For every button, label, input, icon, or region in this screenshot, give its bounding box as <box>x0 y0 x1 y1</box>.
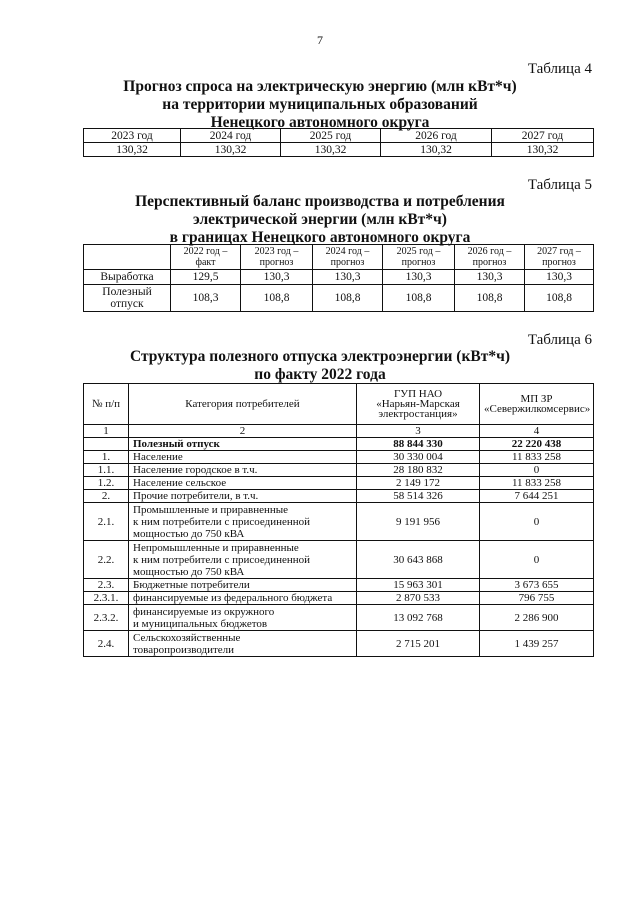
table4-title-line: Ненецкого автономного округа <box>210 114 430 131</box>
table6-row-col4: 2 286 900 <box>480 605 594 631</box>
table5-row-label: Выработка <box>84 270 171 285</box>
table4-title-line: Прогноз спроса на электрическую энергию (млн кВт*ч) <box>123 78 517 95</box>
table6-row-col3: 30 330 004 <box>357 451 480 464</box>
table6-row-num <box>84 438 129 451</box>
table6-row-category: Непромышленные и приравненные к ним потребители с присоединенной мощностью до 750 кВА <box>129 541 357 579</box>
table4 <box>83 128 594 157</box>
table6-row-category: Бюджетные потребители <box>129 579 357 592</box>
table6-row-category: Прочие потребители, в т.ч. <box>129 490 357 503</box>
table6-row-num: 2.2. <box>84 541 129 579</box>
table5-header: 2024 год – прогноз <box>313 245 383 270</box>
table6-header-num: № п/п <box>84 384 129 425</box>
table6-row-category: финансируемые из федерального бюджета <box>129 592 357 605</box>
table6-row-num: 2.3.2. <box>84 605 129 631</box>
table6-row-num: 1.2. <box>84 477 129 490</box>
page-number: 7 <box>317 33 323 47</box>
table5-cell: 108,8 <box>525 285 594 312</box>
table5-cell: 130,3 <box>241 270 313 285</box>
table6-row <box>84 490 594 503</box>
table6-col-number: 2 <box>129 425 357 438</box>
table6-row-category: финансируемые из окружного и муниципальных бюджетов <box>129 605 357 631</box>
table6-col-number: 3 <box>357 425 480 438</box>
table6-row-category: Население сельское <box>129 477 357 490</box>
table5 <box>83 244 594 312</box>
table5-cell: 130,3 <box>383 270 455 285</box>
table6-row <box>84 477 594 490</box>
table6-row-col4: 0 <box>480 464 594 477</box>
table6-row <box>84 438 594 451</box>
table6-row-col3: 28 180 832 <box>357 464 480 477</box>
table6-row-col4: 11 833 258 <box>480 451 594 464</box>
table5-header: 2022 год – факт <box>171 245 241 270</box>
table4-label: Таблица 4 <box>527 61 592 77</box>
table6-row-num: 2.3. <box>84 579 129 592</box>
table6-row-col3: 13 092 768 <box>357 605 480 631</box>
table6-row-col3: 58 514 326 <box>357 490 480 503</box>
table6 <box>83 383 594 657</box>
table6-row <box>84 503 594 541</box>
table6-col-number: 1 <box>84 425 129 438</box>
table6-row <box>84 631 594 657</box>
table6-row-category: Полезный отпуск <box>129 438 357 451</box>
table6-row-col4: 1 439 257 <box>480 631 594 657</box>
table6-row-col4: 7 644 251 <box>480 490 594 503</box>
table4-title <box>60 78 580 132</box>
table6-row-col4: 0 <box>480 503 594 541</box>
table4-header: 2027 год <box>492 129 594 143</box>
table6-row-col3: 2 870 533 <box>357 592 480 605</box>
table6-row-col4: 796 755 <box>480 592 594 605</box>
table6-row-num: 2.3.1. <box>84 592 129 605</box>
table6-row-col4: 11 833 258 <box>480 477 594 490</box>
table5-header: 2027 год – прогноз <box>525 245 594 270</box>
table6-row-category: Сельскохозяйственные товаропроизводители <box>129 631 357 657</box>
table5-header: 2026 год – прогноз <box>455 245 525 270</box>
table6-row <box>84 451 594 464</box>
table6-row-category: Промышленные и приравненные к ним потребители с присоединенной мощностью до 750 кВА <box>129 503 357 541</box>
table6-title <box>60 348 580 384</box>
table5-cell: 108,8 <box>241 285 313 312</box>
table6-header-col4: МП ЗР «Севержилкомсервис» <box>480 384 594 425</box>
table6-row <box>84 592 594 605</box>
table5-cell: 129,5 <box>171 270 241 285</box>
table6-row-col3: 2 149 172 <box>357 477 480 490</box>
table6-header-category: Категория потребителей <box>129 384 357 425</box>
table5-cell: 130,3 <box>525 270 594 285</box>
table6-row-category: Население городское в т.ч. <box>129 464 357 477</box>
table4-value: 130,32 <box>381 143 492 157</box>
table5-header: 2025 год – прогноз <box>383 245 455 270</box>
table6-row-col3: 15 963 301 <box>357 579 480 592</box>
table4-header: 2023 год <box>84 129 181 143</box>
table5-title-line: электрической энергии (млн кВт*ч) <box>193 211 447 228</box>
table6-row-col4: 22 220 438 <box>480 438 594 451</box>
table6-row-num: 2.1. <box>84 503 129 541</box>
table4-header: 2025 год <box>281 129 381 143</box>
table5-cell: 108,3 <box>171 285 241 312</box>
table6-row-num: 1.1. <box>84 464 129 477</box>
table6-row-category: Население <box>129 451 357 464</box>
table5-label: Таблица 5 <box>527 177 592 193</box>
table6-row-col4: 0 <box>480 541 594 579</box>
table5-header: 2023 год – прогноз <box>241 245 313 270</box>
table6-row-num: 2. <box>84 490 129 503</box>
table6-row <box>84 579 594 592</box>
table6-col-number: 4 <box>480 425 594 438</box>
table6-label: Таблица 6 <box>527 332 592 348</box>
table6-row-col3: 2 715 201 <box>357 631 480 657</box>
table4-value: 130,32 <box>492 143 594 157</box>
table4-title-line: на территории муниципальных образований <box>162 96 478 113</box>
table6-row-col3: 9 191 956 <box>357 503 480 541</box>
table5-cell: 108,8 <box>455 285 525 312</box>
table6-row-num: 1. <box>84 451 129 464</box>
table4-value: 130,32 <box>181 143 281 157</box>
table5-title <box>60 193 580 247</box>
table4-value: 130,32 <box>281 143 381 157</box>
table5-cell: 108,8 <box>313 285 383 312</box>
table5-cell: 130,3 <box>455 270 525 285</box>
table5-title-line: Перспективный баланс производства и потребления <box>135 193 505 210</box>
table6-row <box>84 464 594 477</box>
table6-row-col3: 88 844 330 <box>357 438 480 451</box>
table6-header-col3: ГУП НАО «Нарьян-Марская электростанция» <box>357 384 480 425</box>
table4-header: 2024 год <box>181 129 281 143</box>
table6-row <box>84 541 594 579</box>
table6-title-line: по факту 2022 года <box>254 366 386 383</box>
table6-row-col3: 30 643 868 <box>357 541 480 579</box>
table5-title-line: в границах Ненецкого автономного округа <box>169 229 471 246</box>
table5-cell: 108,8 <box>383 285 455 312</box>
table4-value: 130,32 <box>84 143 181 157</box>
table6-row-col4: 3 673 655 <box>480 579 594 592</box>
table5-row-label: Полезный отпуск <box>84 285 171 312</box>
table5-cell: 130,3 <box>313 270 383 285</box>
table6-row-num: 2.4. <box>84 631 129 657</box>
table6-row <box>84 605 594 631</box>
table6-title-line: Структура полезного отпуска электроэнергии (кВт*ч) <box>130 348 510 365</box>
table4-header: 2026 год <box>381 129 492 143</box>
table5-corner <box>84 245 171 270</box>
